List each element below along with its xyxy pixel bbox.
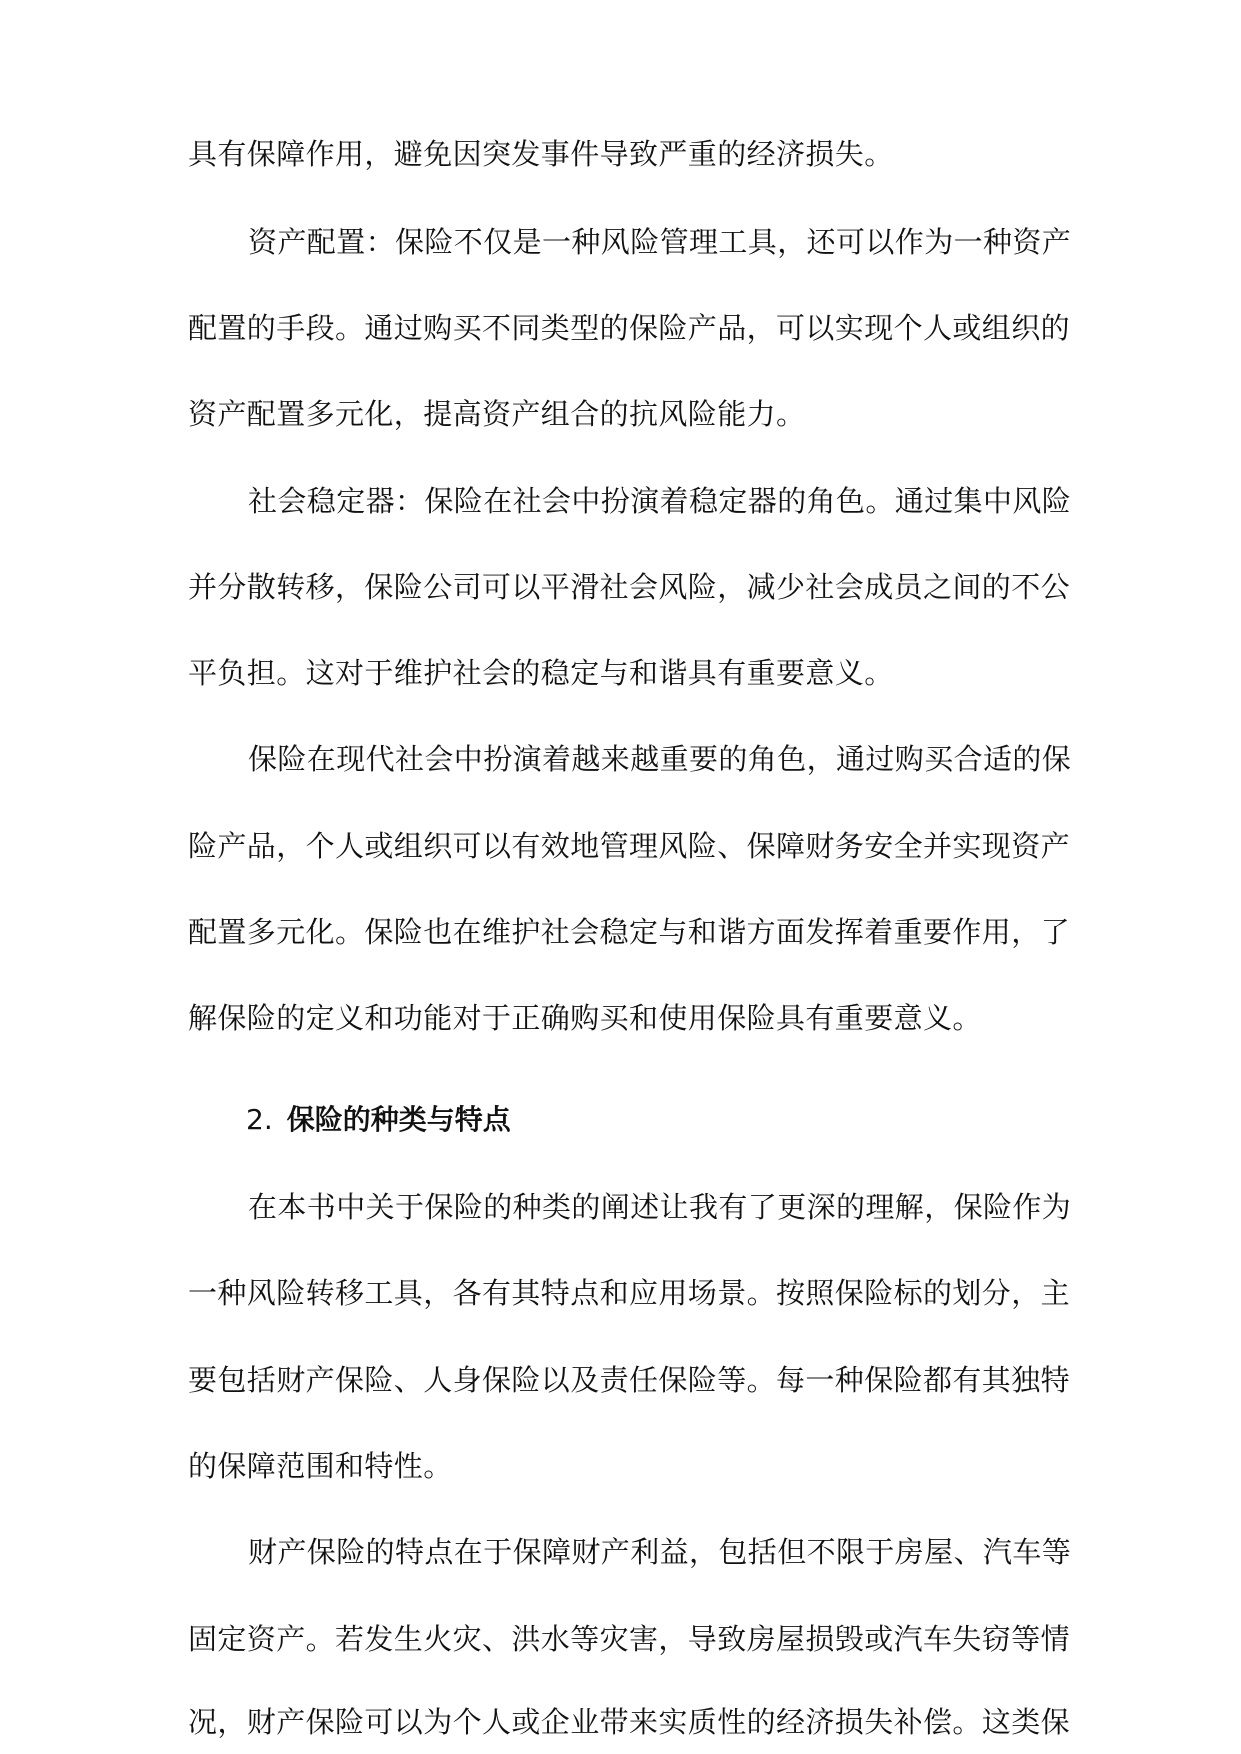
section-number: 2. [246,1103,273,1136]
paragraph-1-line-1: 具有保障作用，避免因突发事件导致严重的经济损失。 [188,137,894,171]
paragraph-4-line-3: 配置多元化。保险也在维护社会稳定与和谐方面发挥着重要作用，了 [188,915,1071,949]
paragraph-3-line-3: 平负担。这对于维护社会的稳定与和谐具有重要意义。 [188,656,894,690]
paragraph-6-line-3: 况，财产保险可以为个人或企业带来实质性的经济损失补偿。这类保 [188,1705,1071,1739]
paragraph-4-line-1: 保险在现代社会中扮演着越来越重要的角色，通过购买合适的保 [248,742,1072,776]
paragraph-4-line-2: 险产品，个人或组织可以有效地管理风险、保障财务安全并实现资产 [188,829,1071,863]
paragraph-6-line-1: 财产保险的特点在于保障财产利益，包括但不限于房屋、汽车等 [248,1535,1072,1569]
paragraph-5-line-1: 在本书中关于保险的种类的阐述让我有了更深的理解，保险作为 [248,1190,1072,1224]
section-heading [246,1100,511,1140]
paragraph-5-line-2: 一种风险转移工具，各有其特点和应用场景。按照保险标的划分，主 [188,1276,1071,1310]
paragraph-5-line-4: 的保障范围和特性。 [188,1449,453,1483]
paragraph-3-line-1: 社会稳定器：保险在社会中扮演着稳定器的角色。通过集中风险 [248,484,1072,518]
paragraph-3-line-2: 并分散转移，保险公司可以平滑社会风险，减少社会成员之间的不公 [188,570,1071,604]
paragraph-6-line-2: 固定资产。若发生火灾、洪水等灾害，导致房屋损毁或汽车失窃等情 [188,1622,1071,1656]
paragraph-4-line-4: 解保险的定义和功能对于正确购买和使用保险具有重要意义。 [188,1001,982,1035]
section-title: 保险的种类与特点 [286,1103,511,1136]
paragraph-5-line-3: 要包括财产保险、人身保险以及责任保险等。每一种保险都有其独特 [188,1363,1071,1397]
paragraph-2-line-1: 资产配置：保险不仅是一种风险管理工具，还可以作为一种资产 [248,225,1072,259]
paragraph-2-line-3: 资产配置多元化，提高资产组合的抗风险能力。 [188,397,806,431]
paragraph-2-line-2: 配置的手段。通过购买不同类型的保险产品，可以实现个人或组织的 [188,311,1071,345]
